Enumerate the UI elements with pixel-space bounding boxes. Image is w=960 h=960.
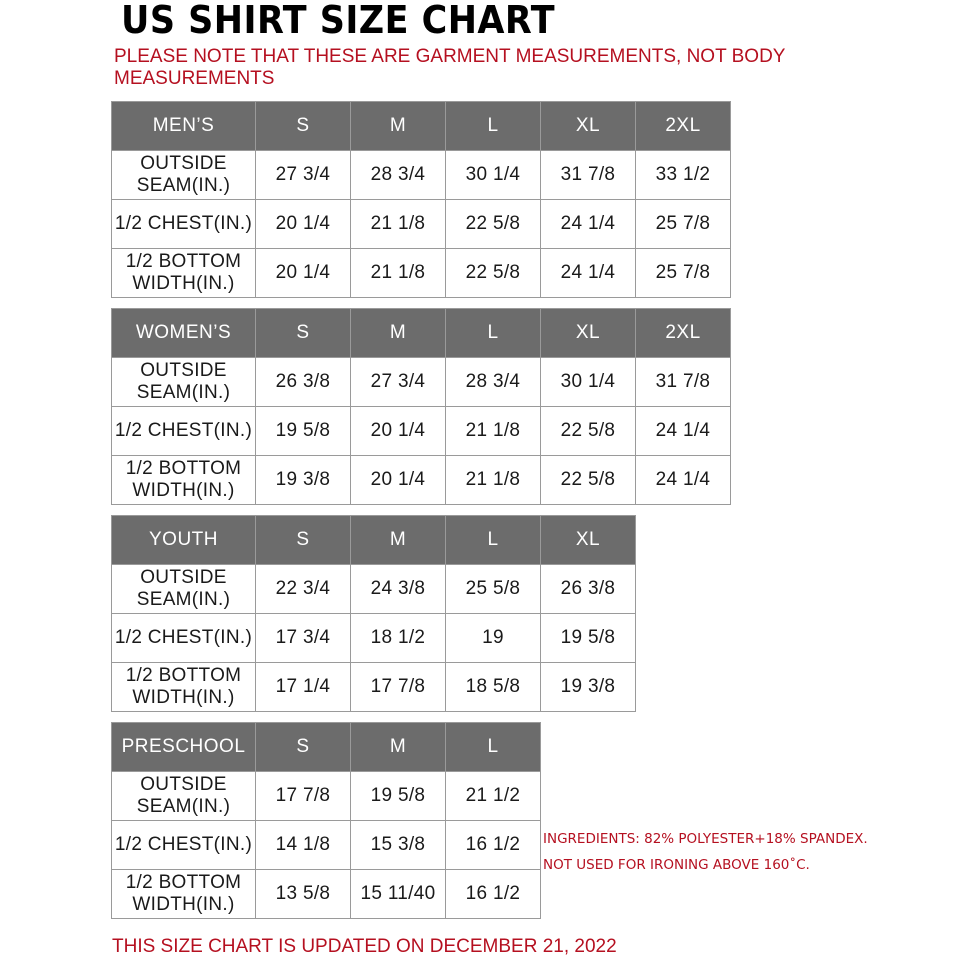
measurement-value: 16 1/2 <box>446 821 541 870</box>
measurement-label: 1/2 BOTTOM WIDTH(IN.) <box>112 663 256 712</box>
measurement-label: 1/2 BOTTOM WIDTH(IN.) <box>112 870 256 919</box>
measurement-value: 25 7/8 <box>636 200 731 249</box>
measurement-value: 20 1/4 <box>256 249 351 298</box>
measurement-label: OUTSIDE SEAM(IN.) <box>112 151 256 200</box>
measurement-value: 17 7/8 <box>351 663 446 712</box>
size-header: S <box>256 102 351 151</box>
ironing-text: NOT USED FOR IRONING ABOVE 160˚C. <box>543 857 810 873</box>
size-header: XL <box>541 516 636 565</box>
measurement-label: 1/2 BOTTOM WIDTH(IN.) <box>112 456 256 505</box>
table-row <box>112 821 541 870</box>
category-header: WOMEN’S <box>112 309 256 358</box>
category-header: PRESCHOOL <box>112 723 256 772</box>
size-header: L <box>446 723 541 772</box>
table-row <box>112 358 731 407</box>
measurement-value: 16 1/2 <box>446 870 541 919</box>
measurement-value: 17 3/4 <box>256 614 351 663</box>
page-title: US SHIRT SIZE CHART <box>121 0 556 42</box>
measurement-value: 22 5/8 <box>541 407 636 456</box>
measurement-value: 13 5/8 <box>256 870 351 919</box>
measurement-value: 20 1/4 <box>351 407 446 456</box>
table-row <box>112 870 541 919</box>
measurement-value: 24 1/4 <box>636 456 731 505</box>
table-row <box>112 200 731 249</box>
mens-size-table <box>111 101 731 298</box>
size-header: S <box>256 516 351 565</box>
measurement-value: 28 3/4 <box>351 151 446 200</box>
measurement-value: 20 1/4 <box>256 200 351 249</box>
measurement-value: 24 3/8 <box>351 565 446 614</box>
measurement-value: 17 7/8 <box>256 772 351 821</box>
size-header: S <box>256 309 351 358</box>
preschool-size-table <box>111 722 541 919</box>
measurement-value: 19 5/8 <box>256 407 351 456</box>
category-header: MEN’S <box>112 102 256 151</box>
table-header-row <box>112 723 541 772</box>
measurement-value: 30 1/4 <box>541 358 636 407</box>
measurement-value: 22 5/8 <box>541 456 636 505</box>
table-header-row <box>112 309 731 358</box>
table-row <box>112 565 636 614</box>
size-header: L <box>446 102 541 151</box>
measurement-value: 25 7/8 <box>636 249 731 298</box>
measurement-value: 19 5/8 <box>351 772 446 821</box>
measurement-value: 14 1/8 <box>256 821 351 870</box>
measurement-label: OUTSIDE SEAM(IN.) <box>112 565 256 614</box>
measurement-label: OUTSIDE SEAM(IN.) <box>112 358 256 407</box>
table-header-row <box>112 102 731 151</box>
measurement-label: 1/2 CHEST(IN.) <box>112 821 256 870</box>
measurement-value: 30 1/4 <box>446 151 541 200</box>
measurement-value: 19 5/8 <box>541 614 636 663</box>
measurement-value: 20 1/4 <box>351 456 446 505</box>
size-header: XL <box>541 309 636 358</box>
measurement-value: 21 1/2 <box>446 772 541 821</box>
measurement-value: 27 3/4 <box>351 358 446 407</box>
measurement-value: 22 5/8 <box>446 200 541 249</box>
measurement-value: 21 1/8 <box>446 456 541 505</box>
table-row <box>112 151 731 200</box>
size-header: XL <box>541 102 636 151</box>
ingredients-text: INGREDIENTS: 82% POLYESTER+18% SPANDEX. <box>543 831 868 847</box>
measurement-value: 22 5/8 <box>446 249 541 298</box>
measurement-value: 19 3/8 <box>541 663 636 712</box>
table-row <box>112 772 541 821</box>
table-row <box>112 614 636 663</box>
measurement-label: 1/2 CHEST(IN.) <box>112 614 256 663</box>
measurement-value: 19 <box>446 614 541 663</box>
measurement-value: 31 7/8 <box>636 358 731 407</box>
category-header: YOUTH <box>112 516 256 565</box>
size-header: M <box>351 102 446 151</box>
measurement-value: 18 1/2 <box>351 614 446 663</box>
measurement-label: 1/2 BOTTOM WIDTH(IN.) <box>112 249 256 298</box>
size-header: 2XL <box>636 102 731 151</box>
measurement-value: 31 7/8 <box>541 151 636 200</box>
fabric-info <box>543 826 868 878</box>
size-header: M <box>351 723 446 772</box>
garment-note: PLEASE NOTE THAT THESE ARE GARMENT MEASUREMENTS, NOT BODY MEASUREMENTS <box>114 46 786 89</box>
measurement-label: 1/2 CHEST(IN.) <box>112 407 256 456</box>
measurement-value: 17 1/4 <box>256 663 351 712</box>
measurement-value: 22 3/4 <box>256 565 351 614</box>
youth-size-table <box>111 515 636 712</box>
measurement-value: 19 3/8 <box>256 456 351 505</box>
table-row <box>112 407 731 456</box>
measurement-label: 1/2 CHEST(IN.) <box>112 200 256 249</box>
womens-size-table <box>111 308 731 505</box>
measurement-value: 24 1/4 <box>636 407 731 456</box>
measurement-label: OUTSIDE SEAM(IN.) <box>112 772 256 821</box>
updated-date-note: THIS SIZE CHART IS UPDATED ON DECEMBER 21, 2022 <box>112 936 617 957</box>
size-header: M <box>351 309 446 358</box>
measurement-value: 24 1/4 <box>541 200 636 249</box>
size-header: M <box>351 516 446 565</box>
measurement-value: 21 1/8 <box>446 407 541 456</box>
measurement-value: 28 3/4 <box>446 358 541 407</box>
measurement-value: 18 5/8 <box>446 663 541 712</box>
measurement-value: 15 11/40 <box>351 870 446 919</box>
measurement-value: 27 3/4 <box>256 151 351 200</box>
size-header: L <box>446 309 541 358</box>
size-header: L <box>446 516 541 565</box>
table-row <box>112 456 731 505</box>
measurement-value: 33 1/2 <box>636 151 731 200</box>
measurement-value: 25 5/8 <box>446 565 541 614</box>
table-row <box>112 249 731 298</box>
table-row <box>112 663 636 712</box>
size-header: 2XL <box>636 309 731 358</box>
size-header: S <box>256 723 351 772</box>
measurement-value: 26 3/8 <box>541 565 636 614</box>
measurement-value: 21 1/8 <box>351 200 446 249</box>
table-header-row <box>112 516 636 565</box>
measurement-value: 21 1/8 <box>351 249 446 298</box>
measurement-value: 15 3/8 <box>351 821 446 870</box>
measurement-value: 26 3/8 <box>256 358 351 407</box>
measurement-value: 24 1/4 <box>541 249 636 298</box>
